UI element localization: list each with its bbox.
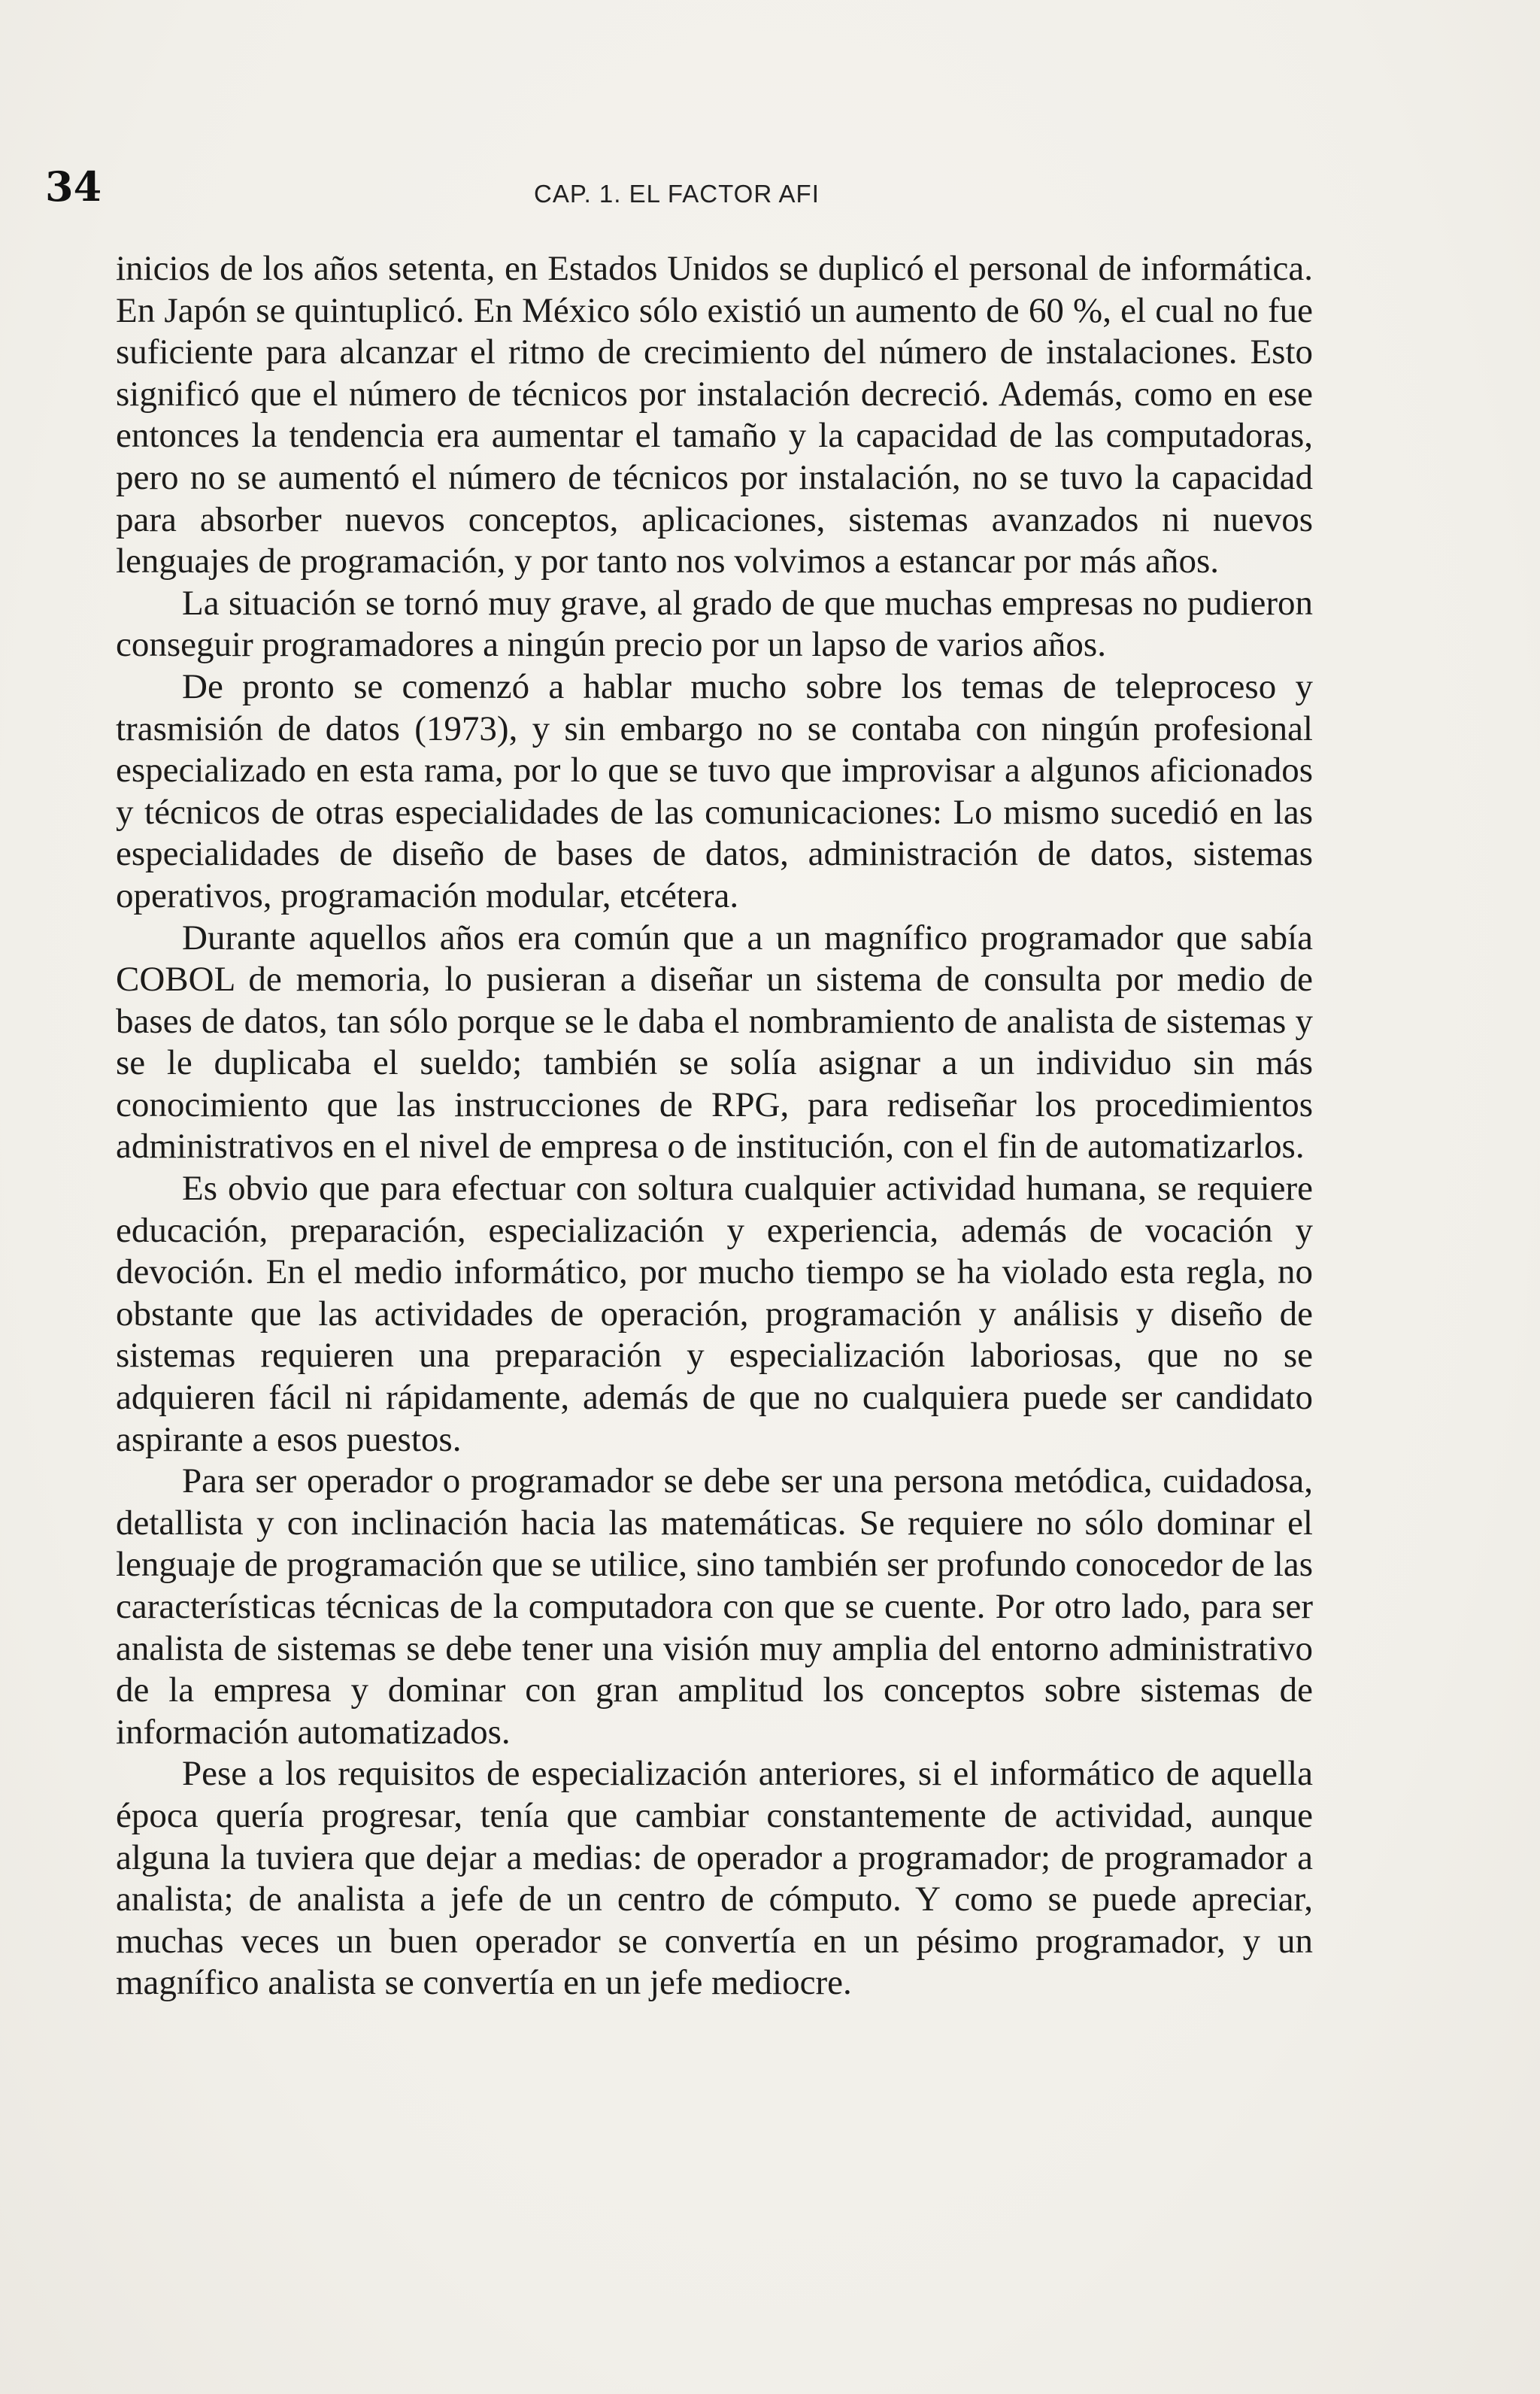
page-number: 34 — [45, 162, 102, 211]
paragraph-6: Para ser operador o programador se debe ser una persona metódica, cuidadosa, detallista y con inclinación hacia las matemáticas. Se requiere no sólo dominar el lenguaje de programación que se utilice, sino también ser profundo conocedor de las características técnicas de la computadora con que se cuente. Por otro lado, para ser analista de sistemas se debe tener una visión muy amplia del entorno administrativo de la empresa y dominar con gran amplitud los conceptos sobre sistemas de información automatizados. — [116, 1461, 1313, 1752]
paragraph-4: Durante aquellos años era común que a un magnífico programador que sabía COBOL de memoria, lo pusieran a diseñar un sistema de consulta por medio de bases de datos, tan sólo porque se le daba el nombramiento de analista de sistemas y se le duplicaba el sueldo; también se solía asignar a un individuo sin más conocimiento que las instrucciones de RPG, para rediseñar los procedimientos administrativos en el nivel de empresa o de institución, con el fin de automatizarlos. — [116, 918, 1313, 1167]
paragraph-7: Pese a los requisitos de especialización anteriores, si el informático de aquella época quería progresar, tenía que cambiar constantemente de actividad, aunque alguna la tuviera que dejar a medias: de operador a programador; de programador a analista; de analista a jefe de un centro de cómputo. Y como se puede apreciar, muchas veces un buen operador se convertía en un pésimo programador, y un magnífico analista se convertía en un jefe mediocre. — [116, 1754, 1313, 2003]
running-head: CAP. 1. EL FACTOR AFI — [534, 180, 820, 208]
paragraph-2: La situación se tornó muy grave, al grado de que muchas empresas no pudieron conseguir programadores a ningún precio por un lapso de varios años. — [116, 583, 1313, 665]
body-text — [116, 248, 1313, 2004]
paragraph-5: Es obvio que para efectuar con soltura cualquier actividad humana, se requiere educación, preparación, especialización y experiencia, además de vocación y devoción. En el medio informático, por mucho tiempo se ha violado esta regla, no obstante que las actividades de operación, programación y análisis y diseño de sistemas requieren una preparación y especialización laboriosas, que no se adquieren fácil ni rápidamente, además de que no cualquiera puede ser candidato aspirante a esos puestos. — [116, 1169, 1313, 1459]
page-header — [45, 156, 1405, 217]
paragraph-1: inicios de los años setenta, en Estados Unidos se duplicó el personal de informática. En Japón se quintuplicó. En México sólo existió un aumento de 60 %, el cual no fue suficiente para alcanzar el ritmo de crecimiento del número de instalaciones. Esto significó que el número de técnicos por instalación decreció. Además, como en ese entonces la tendencia era aumentar el tamaño y la capacidad de las computadoras, pero no se aumentó el número de técnicos por instalación, no se tuvo la capacidad para absorber nuevos conceptos, aplicaciones, sistemas avanzados ni nuevos lenguajes de programación, y por tanto nos volvimos a estancar por más años. — [116, 249, 1313, 581]
paragraph-3: De pronto se comenzó a hablar mucho sobre los temas de teleproceso y trasmisión de datos (1973), y sin embargo no se contaba con ningún profesional especializado en esta rama, por lo que se tuvo que improvisar a algunos aficionados y técnicos de otras especialidades de las comunicaciones: Lo mismo sucedió en las especialidades de diseño de bases de datos, administración de datos, sistemas operativos, programación modular, etcétera. — [116, 666, 1313, 915]
